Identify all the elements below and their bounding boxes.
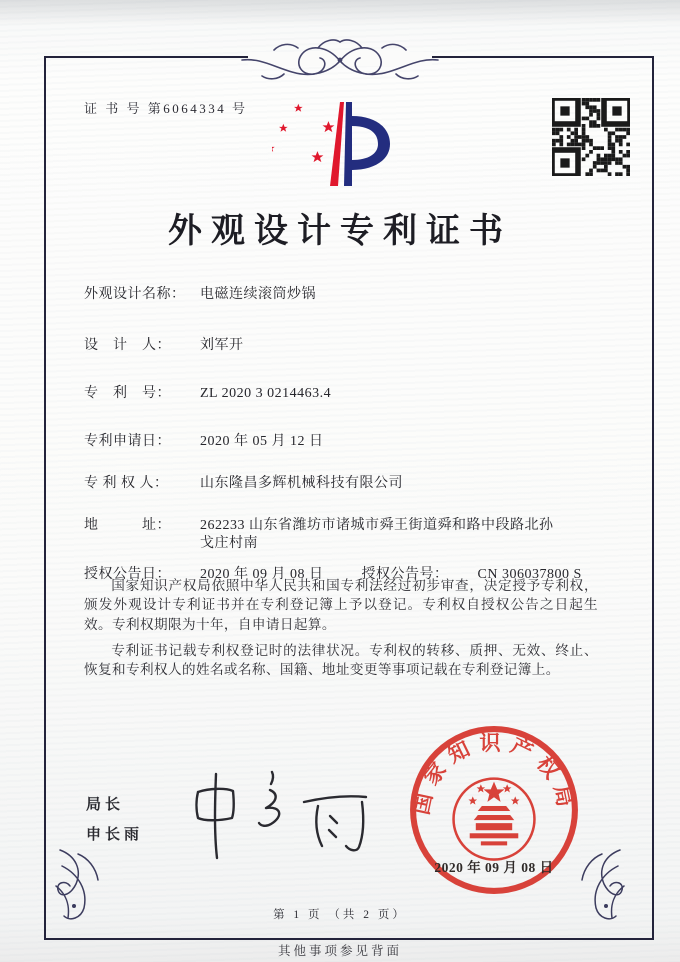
seal-date: 2020 年 09 月 08 日 xyxy=(434,860,554,875)
field-label: 专 利 权 人： xyxy=(84,475,169,491)
field-value: 刘军开 xyxy=(200,338,244,354)
svg-text:国家知识产权局 xyxy=(409,731,579,817)
body-paragraph-2: 专利证书记载专利权登记时的法律状况。专利权的转移、质押、无效、终止、恢复和专利权人的姓名或名称、国籍、地址变更等事项记载在专利登记簿上。 xyxy=(84,642,598,678)
field-label: 外观设计名称： xyxy=(84,287,186,302)
reverse-side-note: 其他事项参见背面 xyxy=(277,944,402,958)
field-label: 专利申请日： xyxy=(84,433,171,449)
field-designer xyxy=(84,337,600,355)
field-filing-date xyxy=(84,433,600,451)
director-title: 局长 xyxy=(86,797,125,813)
certificate-title: 外观设计专利证书 xyxy=(168,213,512,250)
certificate-number: 证 书 号 第6064334 号 xyxy=(84,101,248,116)
seal-text: 国家知识产权局 xyxy=(409,731,579,817)
field-patent-number xyxy=(84,385,600,403)
address-line-1: 262233 山东省潍坊市诸城市舜王街道舜和路中段路北孙 xyxy=(200,517,554,533)
field-value: 电磁连续滚筒炒锅 xyxy=(200,287,316,302)
field-value: 2020 年 09 月 08 日 xyxy=(200,567,324,583)
cnipa-logo-icon xyxy=(272,98,408,190)
field-value: 山东隆昌多辉机械科技有限公司 xyxy=(200,475,403,491)
director-name: 申长雨 xyxy=(86,827,144,843)
field-value xyxy=(200,517,554,553)
field-label: 设 计 人： xyxy=(84,338,171,354)
field-label: 地 址： xyxy=(84,517,171,533)
field-label: 授权公告日： xyxy=(84,567,171,583)
national-emblem-icon xyxy=(454,779,535,860)
certificate-body xyxy=(84,576,598,686)
top-flourish-ornament xyxy=(240,34,440,84)
director-block xyxy=(86,790,143,850)
field-value: 2020 年 05 月 12 日 xyxy=(200,433,324,449)
director-signature xyxy=(178,760,388,870)
field-label: 授权公告号： xyxy=(361,567,449,583)
qr-code xyxy=(552,98,630,176)
field-label: 专 利 号： xyxy=(84,386,171,402)
address-line-2: 戈庄村南 xyxy=(200,536,258,552)
certificate-fields xyxy=(84,286,600,585)
field-patentee xyxy=(84,475,600,493)
field-value: CN 306037800 S xyxy=(477,567,582,583)
field-value: ZL 2020 3 0214463.4 xyxy=(200,386,332,402)
page-number: 第 1 页 （共 2 页） xyxy=(273,909,407,921)
field-address xyxy=(84,517,600,553)
field-design-name xyxy=(84,286,600,304)
body-paragraph-1: 国家知识产权局依照中华人民共和国专利法经过初步审查，决定授予专利权，颁发外观设计专利证书并在专利登记簿上予以登记。专利权自授权公告之日起生效。专利权期限为十年，自申请日起算。 xyxy=(84,578,598,632)
